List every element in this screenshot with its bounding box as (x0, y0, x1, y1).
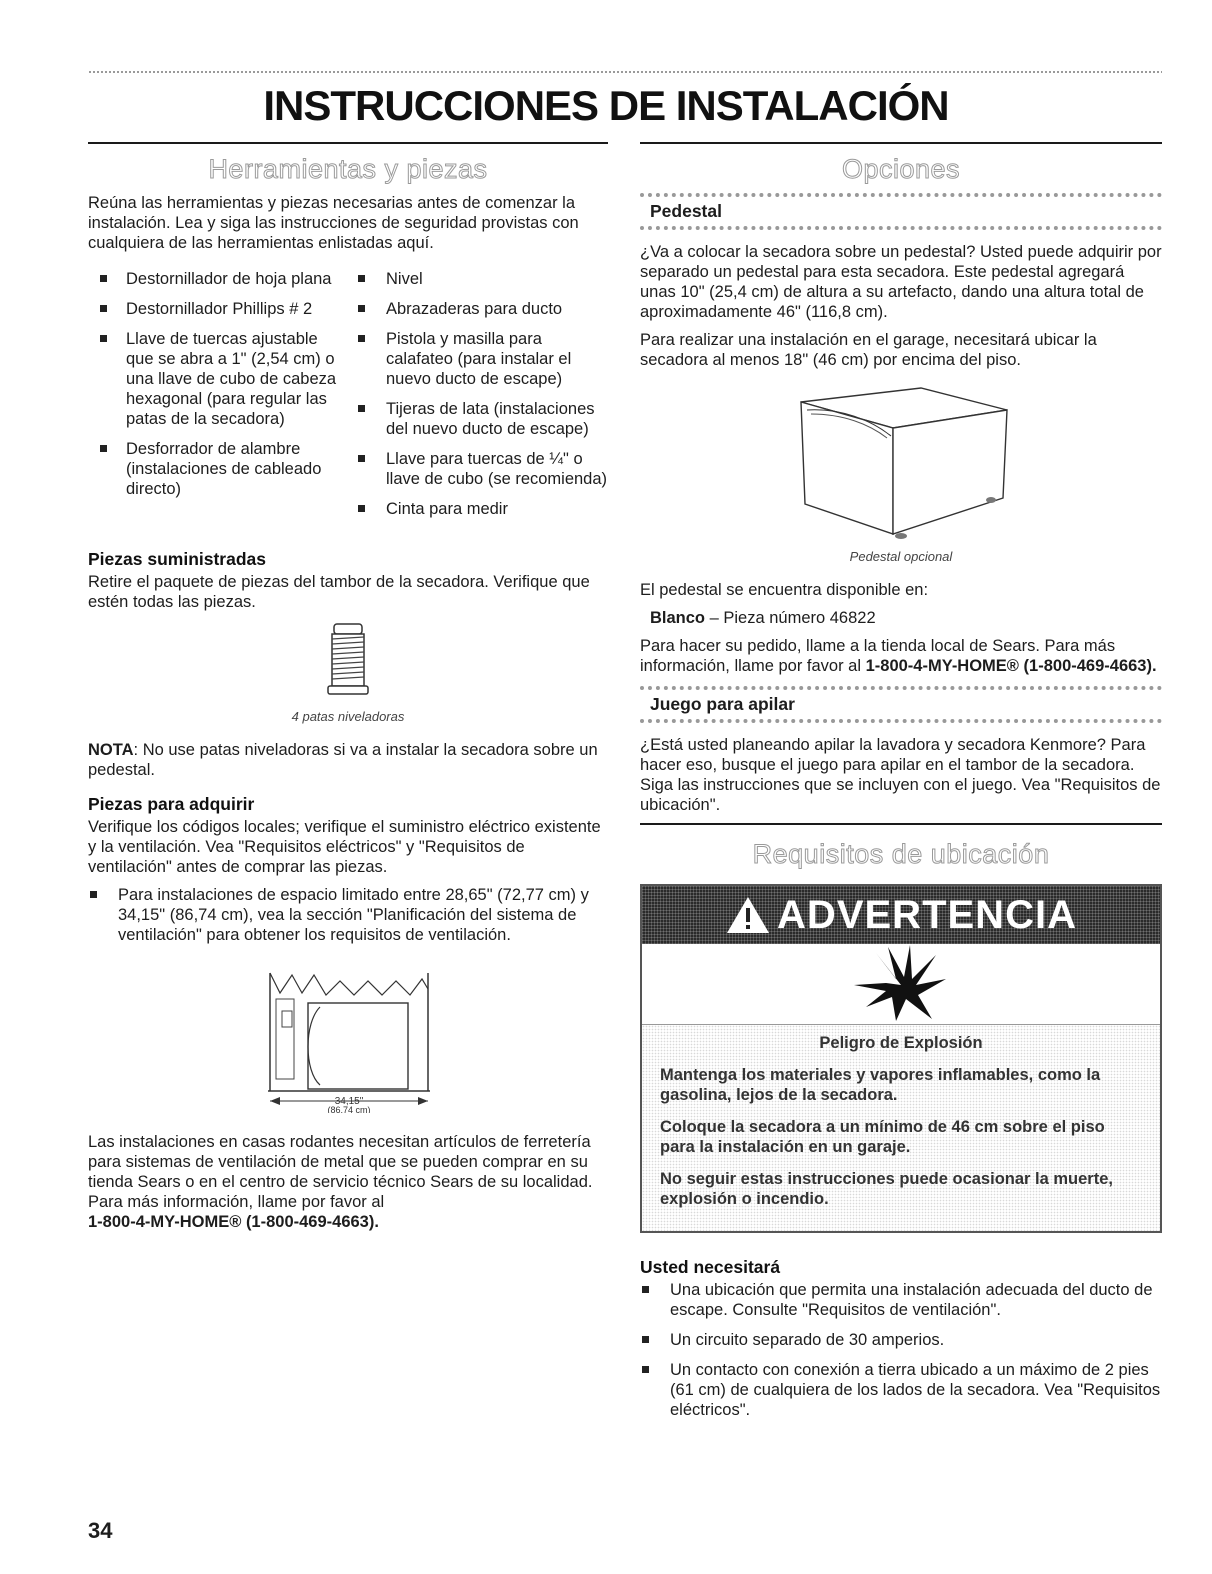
mobile-home-phone: 1-800-4-MY-HOME® (1-800-469-4663). (88, 1213, 379, 1231)
pedestal-heading: Pedestal (640, 193, 1162, 230)
order-text (640, 636, 1162, 676)
top-dotted-rule (88, 70, 1162, 74)
leveling-leg-figure (88, 620, 608, 705)
need-list (640, 1280, 1162, 1420)
location-section-title: Requisitos de ubicación (752, 839, 1050, 869)
warning-triangle-icon (725, 895, 771, 935)
tools-list-2 (356, 269, 608, 529)
list-item: Llave de tuercas ajustable que se abra a 1" (2,54 cm) o una llave de cubo de cabeza hexagonal (para regular las patas de la secadora) (88, 329, 346, 429)
list-item: Cinta para medir (356, 499, 608, 519)
parts-buy-text: Verifique los códigos locales; verifique el suministro eléctrico existente y la ventilación. Vea "Requisitos eléctricos" y "Requisitos de ventilación" antes de comprar las piezas. (88, 818, 601, 876)
list-item: Nivel (356, 269, 608, 289)
need-heading: Usted necesitará (640, 1257, 781, 1277)
warning-header (642, 886, 1160, 944)
pedestal-text-1: ¿Va a colocar la secadora sobre un pedestal? Usted puede adquirir por separado un pedestal para esta secadora. Este pedestal agregará unas 10" (25,4 cm) de altura a su artefacto, dando una altura total de aproximadamente 46" (116,8 cm). (640, 243, 1162, 321)
list-item: Para instalaciones de espacio limitado entre 28,65" (72,77 cm) y 34,15" (86,74 cm), vea la sección "Planificación del sistema de ventilación" para obtener los requisitos de ventilación. (88, 885, 608, 945)
explosion-icon (846, 945, 956, 1023)
color-part: – Pieza número 46822 (705, 609, 876, 627)
order-phone: 1-800-4-MY-HOME® (1-800-469-4663). (865, 657, 1157, 675)
parts-buy-list (88, 885, 608, 945)
note-body: : No use patas niveladoras si va a instalar la secadora sobre un pedestal. (88, 741, 598, 779)
pedestal-caption: Pedestal opcional (849, 549, 953, 564)
list-item: Pistola y masilla para calafateo (para instalar el nuevo ducto de escape) (356, 329, 608, 389)
dimension-label-cm: (86,74 cm) (327, 1105, 371, 1113)
location-rule (640, 823, 1162, 825)
tools-lists (88, 269, 608, 529)
parts-supplied-text: Retire el paquete de piezas del tambor de la secadora. Verifique que estén todas las piezas. (88, 573, 590, 611)
pedestal-figure (640, 380, 1162, 545)
list-item: Destornillador Phillips # 2 (88, 299, 346, 319)
available-text: El pedestal se encuentra disponible en: (640, 581, 929, 599)
right-column (640, 140, 1162, 1430)
warning-box (640, 884, 1162, 1233)
leveling-leg-caption: 4 patas niveladoras (291, 709, 405, 724)
dimension-label: 34,15" (334, 1096, 364, 1107)
list-item: Tijeras de lata (instalaciones del nuevo ducto de escape) (356, 399, 608, 439)
page-title: INSTRUCCIONES DE INSTALACIÓN (263, 82, 949, 129)
warning-line-2: Coloque la secadora a un mínimo de 46 cm sobre el piso para la instalación en un garaje. (660, 1118, 1105, 1156)
options-section-title: Opciones (841, 154, 961, 184)
mobile-home-body: Las instalaciones en casas rodantes necesitan artículos de ferretería para sistemas de ventilación de metal que se pueden comprar en su tienda Sears o en el centro de servicio técnico Sears de su localidad. Para más información, llame por favor al (88, 1133, 593, 1211)
space-figure (88, 963, 608, 1118)
pedestal-text-2: Para realizar una instalación en el garage, necesitará ubicar la secadora al menos 18" (46 cm) por encima del piso. (640, 331, 1097, 369)
tools-intro: Reúna las herramientas y piezas necesarias antes de comenzar la instalación. Lea y siga las instrucciones de seguridad provistas con cualquiera de las herramientas enlistadas aquí. (88, 194, 579, 252)
list-item: Destornillador de hoja plana (88, 269, 346, 289)
color-label: Blanco (650, 609, 706, 627)
list-item: Un contacto con conexión a tierra ubicado a un máximo de 2 pies (61 cm) de cualquiera de los lados de la secadora. Vea "Requisitos eléctricos". (640, 1360, 1162, 1420)
list-item: Desforrador de alambre (instalaciones de cableado directo) (88, 439, 346, 499)
mobile-home-text (88, 1132, 608, 1232)
stack-kit-heading: Juego para apilar (640, 686, 1162, 723)
stack-kit-text: ¿Está usted planeando apilar la lavadora y secadora Kenmore? Para hacer eso, busque el juego para apilar en el tambor de la secadora. Siga las instrucciones que se incluyen con el juego. Vea "Requisitos de ubicación". (640, 736, 1161, 814)
note-label: NOTA (88, 741, 134, 759)
page-number: 34 (88, 1518, 113, 1543)
note-text (88, 740, 608, 780)
tools-list-1 (88, 269, 346, 529)
dryer-alcove-diagram (258, 963, 438, 1113)
parts-supplied-heading: Piezas suministradas (88, 549, 266, 569)
left-column (88, 140, 608, 1240)
warning-body (642, 1025, 1160, 1231)
list-item: Una ubicación que permita una instalación adecuada del ducto de escape. Consulte "Requisitos de ventilación". (640, 1280, 1162, 1320)
list-item: Un circuito separado de 30 amperios. (640, 1330, 1162, 1350)
warning-symbol-area (642, 944, 1160, 1025)
warning-title: ADVERTENCIA (777, 892, 1077, 937)
color-line (640, 608, 1162, 628)
warning-line-1: Mantenga los materiales y vapores inflamables, como la gasolina, lejos de la secadora. (660, 1066, 1101, 1104)
parts-buy-heading: Piezas para adquirir (88, 794, 255, 814)
warning-hazard: Peligro de Explosión (819, 1034, 983, 1052)
leveling-leg-icon (318, 620, 378, 700)
warning-line-3: No seguir estas instrucciones puede ocasionar la muerte, explosión o incendio. (660, 1170, 1113, 1208)
list-item: Abrazaderas para ducto (356, 299, 608, 319)
list-item: Llave para tuercas de ¼" o llave de cubo (se recomienda) (356, 449, 608, 489)
order-body: Para hacer su pedido, llame a la tienda local de Sears. Para más información, llame por favor al (640, 637, 1116, 675)
pedestal-illustration (781, 380, 1021, 540)
tools-section-title: Herramientas y piezas (208, 154, 488, 184)
